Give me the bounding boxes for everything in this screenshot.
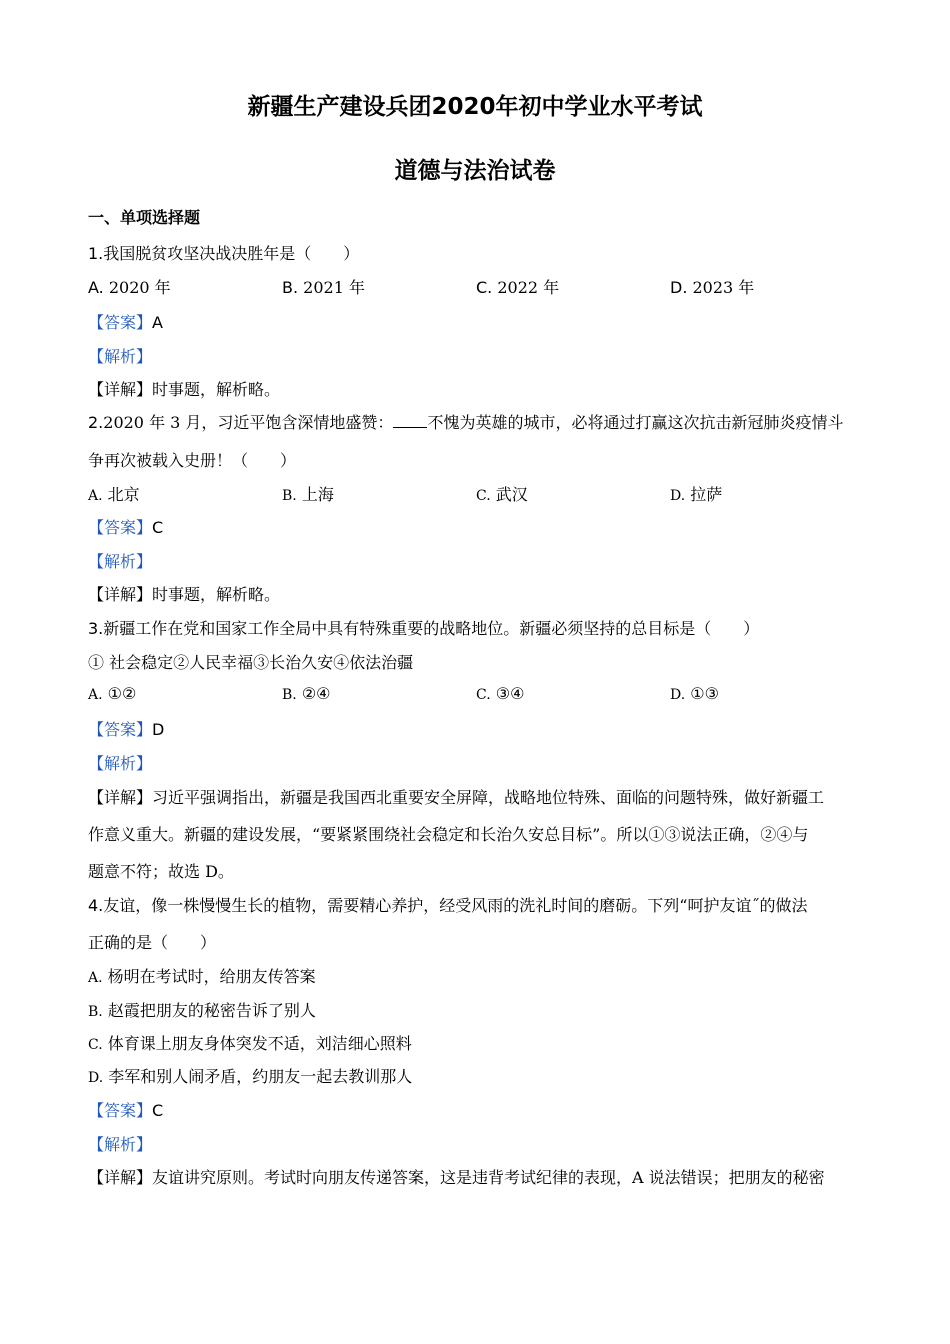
- option-text: 2020 年: [103, 278, 171, 297]
- option-letter: D.: [670, 488, 686, 504]
- q4-analysis-tag: 【解析】: [88, 1135, 153, 1154]
- detail-tag: 【详解】: [88, 380, 153, 399]
- option-text: 上海: [296, 485, 334, 504]
- q2-answer: [88, 515, 163, 538]
- answer-value: C: [152, 518, 164, 537]
- option-letter: B.: [88, 1004, 103, 1020]
- q3-detail: [88, 785, 824, 808]
- detail-text: 时事题，解析略。: [152, 585, 281, 604]
- option-letter: D.: [670, 278, 688, 297]
- q3-answer: [88, 717, 164, 740]
- question-3-items: ① 社会稳定②人民幸福③长治久安④依法治疆: [88, 653, 414, 672]
- question-number: 2.: [88, 413, 104, 432]
- option-letter: D.: [88, 1070, 104, 1086]
- q1-option-d: [670, 275, 754, 298]
- q2-detail: [88, 582, 280, 605]
- question-4-stem: [88, 893, 807, 916]
- q4-answer: [88, 1098, 163, 1121]
- option-letter: C.: [476, 687, 491, 703]
- answer-value: A: [152, 313, 163, 332]
- fill-blank: [393, 415, 427, 428]
- q2-option-d: [670, 482, 722, 505]
- option-letter: B.: [282, 278, 299, 297]
- q1-option-a: [88, 275, 171, 298]
- page-title: 新疆生产建设兵团2020年初中学业水平考试: [247, 94, 703, 120]
- q4-detail: [88, 1165, 825, 1188]
- q3-option-d: [670, 684, 719, 703]
- question-1-stem: [88, 241, 359, 264]
- option-letter: B.: [282, 687, 297, 703]
- q3-option-b: [282, 684, 331, 703]
- question-text: 2020 年 3 月，习近平饱含深情地盛赞：: [103, 413, 394, 432]
- question-2-stem-cont: 争再次被载入史册！（ ）: [88, 451, 297, 470]
- question-2-stem: [88, 410, 843, 433]
- detail-tag: 【详解】: [88, 585, 153, 604]
- q2-analysis-tag: 【解析】: [88, 552, 153, 571]
- answer-tag: 【答案】: [88, 313, 153, 332]
- option-letter: D.: [670, 687, 686, 703]
- option-text: 赵霞把朋友的秘密告诉了别人: [102, 1001, 316, 1020]
- question-number: 1.: [88, 244, 104, 263]
- q4-option-a: [88, 964, 316, 987]
- option-text: 体育课上朋友身体突发不适，刘洁细心照料: [102, 1034, 412, 1053]
- answer-value: C: [152, 1101, 164, 1120]
- page-subtitle: 道德与法治试卷: [394, 158, 556, 184]
- section-heading: 一、单项选择题: [88, 208, 201, 227]
- option-text: 武汉: [490, 485, 528, 504]
- q3-analysis-tag: 【解析】: [88, 754, 153, 773]
- question-text: 新疆工作在党和国家工作全局中具有特殊重要的战略地位。新疆必须坚持的总目标是（ ）: [103, 619, 760, 638]
- q3-option-c: [476, 684, 524, 703]
- answer-tag: 【答案】: [88, 1101, 153, 1120]
- option-letter: A.: [88, 970, 103, 986]
- detail-text: 习近平强调指出，新疆是我国西北重要安全屏障，战略地位特殊、面临的问题特殊，做好新疆工: [152, 788, 825, 807]
- option-letter: A.: [88, 278, 104, 297]
- option-letter: A.: [88, 687, 103, 703]
- q4-option-b: [88, 998, 316, 1021]
- q3-detail-cont: 作意义重大。新疆的建设发展，“要紧紧围绕社会稳定和长治久安总目标”。所以①③说法正确，②④与: [88, 825, 809, 844]
- q1-option-b: [282, 275, 365, 298]
- option-letter: C.: [88, 1037, 103, 1053]
- option-text: ③④: [490, 684, 525, 703]
- q4-option-d: [88, 1064, 412, 1087]
- detail-text: 时事题，解析略。: [152, 380, 281, 399]
- question-number: 3.: [88, 619, 104, 638]
- option-text: 2022 年: [492, 278, 560, 297]
- question-4-stem-cont: 正确的是（ ）: [88, 933, 217, 952]
- question-text: 我国脱贫攻坚决战决胜年是（ ）: [103, 244, 360, 263]
- q2-option-b: [282, 482, 334, 505]
- question-number: 4.: [88, 896, 104, 915]
- q1-answer: [88, 310, 163, 333]
- option-text: 北京: [102, 485, 140, 504]
- question-text: 友谊，像一株慢慢生长的植物，需要精心养护，经受风雨的洗礼时间的磨砺。下列“呵护友谊˝的做法: [103, 896, 808, 915]
- option-text: 拉萨: [685, 485, 723, 504]
- answer-value: D: [152, 720, 165, 739]
- question-text: 不愧为英雄的城市，必将通过打赢这次抗击新冠肺炎疫情斗: [427, 413, 844, 432]
- q2-option-c: [476, 482, 528, 505]
- detail-tag: 【详解】: [88, 788, 153, 807]
- option-text: ②④: [296, 684, 331, 703]
- q1-analysis-tag: 【解析】: [88, 347, 153, 366]
- option-letter: C.: [476, 488, 491, 504]
- question-3-stem: [88, 616, 759, 639]
- option-text: 2023 年: [687, 278, 755, 297]
- option-letter: A.: [88, 488, 103, 504]
- q1-option-c: [476, 275, 559, 298]
- q3-detail-cont-2: 题意不符；故选 D。: [88, 862, 234, 881]
- q4-option-c: [88, 1031, 412, 1054]
- option-letter: C.: [476, 278, 493, 297]
- answer-tag: 【答案】: [88, 720, 153, 739]
- option-text: ①③: [685, 684, 719, 703]
- option-text: 2021 年: [298, 278, 365, 297]
- option-text: ①②: [102, 684, 137, 703]
- answer-tag: 【答案】: [88, 518, 153, 537]
- detail-tag: 【详解】: [88, 1168, 153, 1187]
- q1-detail: [88, 377, 280, 400]
- q2-option-a: [88, 482, 140, 505]
- q3-option-a: [88, 684, 136, 703]
- option-text: 杨明在考试时，给朋友传答案: [102, 967, 316, 986]
- option-letter: B.: [282, 488, 297, 504]
- detail-text: 友谊讲究原则。考试时向朋友传递答案，这是违背考试纪律的表现，A 说法错误；把朋友的秘密: [152, 1168, 825, 1187]
- option-text: 李军和别人闹矛盾，约朋友一起去教训那人: [103, 1067, 413, 1086]
